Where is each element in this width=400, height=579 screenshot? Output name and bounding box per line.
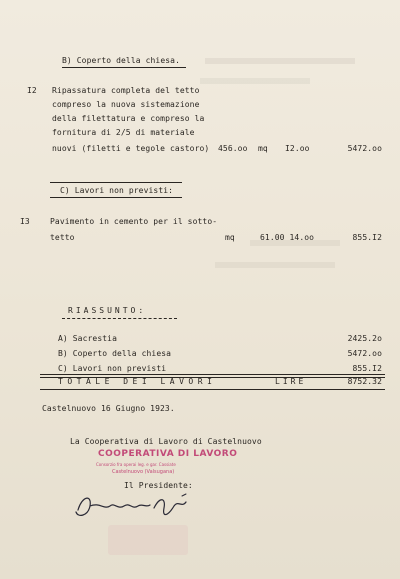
stamp-title: COOPERATIVA DI LAVORO [98, 449, 238, 459]
item-amount: 5472.oo [347, 144, 382, 153]
summary-row-amount: 855.I2 [352, 364, 382, 373]
total-label: TOTALE DEI LAVORI [58, 377, 217, 386]
item-description-line: nuovi (filetti e tegole castoro) [52, 144, 210, 153]
item-unit: mq [258, 144, 268, 153]
summary-row-label: B) Coperto della chiesa [58, 349, 172, 358]
summary-row-amount: 2425.2o [347, 334, 382, 343]
item-number: I2 [27, 86, 37, 95]
total-amount: 8752.32 [347, 377, 382, 386]
section-c-overline [50, 182, 182, 183]
section-b-heading: B) Coperto della chiesa. [62, 56, 180, 65]
bleed-through-mark [205, 58, 355, 64]
item-number: I3 [20, 217, 30, 226]
president-label: Il Presidente: [124, 481, 193, 490]
item-description-line: tetto [50, 233, 75, 242]
total-top-rule [40, 374, 385, 375]
item-description-line: compreso la nuova sistemazione [52, 100, 200, 109]
section-b-underline [62, 67, 186, 68]
item-unit-price: 61.00 14.oo [260, 233, 315, 242]
stamp-location: Castelnuovo (Valsugana) [112, 469, 175, 475]
faint-stamp-ghost [108, 525, 188, 555]
item-unit-price: I2.oo [285, 144, 310, 153]
item-description-line: Ripassatura completa del tetto [52, 86, 200, 95]
total-currency: LIRE [275, 377, 307, 386]
item-description-line: Pavimento in cemento per il sotto- [50, 217, 218, 226]
section-c-underline [50, 197, 182, 198]
item-unit: mq [225, 233, 235, 242]
item-quantity: 456.oo [218, 144, 248, 153]
summary-underline [62, 318, 177, 319]
cooperative-line: La Cooperativa di Lavoro di Castelnuovo [70, 437, 262, 446]
item-amount: 855.I2 [352, 233, 382, 242]
summary-row-label: C) Lavori non previsti [58, 364, 167, 373]
item-description-line: fornitura di 2/5 di materiale [52, 128, 195, 137]
summary-heading: RIASSUNTO: [68, 306, 147, 315]
total-bottom-rule [40, 389, 385, 390]
bleed-through-mark [200, 78, 310, 84]
stamp-subtitle: Consorzio fra operai leg. e gar. Cassiate [96, 462, 176, 467]
summary-row-amount: 5472.oo [347, 349, 382, 358]
section-c-heading: C) Lavori non previsti: [60, 186, 174, 195]
bleed-through-mark [215, 262, 335, 268]
president-signature [70, 488, 200, 524]
summary-row-label: A) Sacrestia [58, 334, 117, 343]
date-line: Castelnuovo 16 Giugno 1923. [42, 404, 175, 413]
item-description-line: della filettatura e compreso la [52, 114, 205, 123]
